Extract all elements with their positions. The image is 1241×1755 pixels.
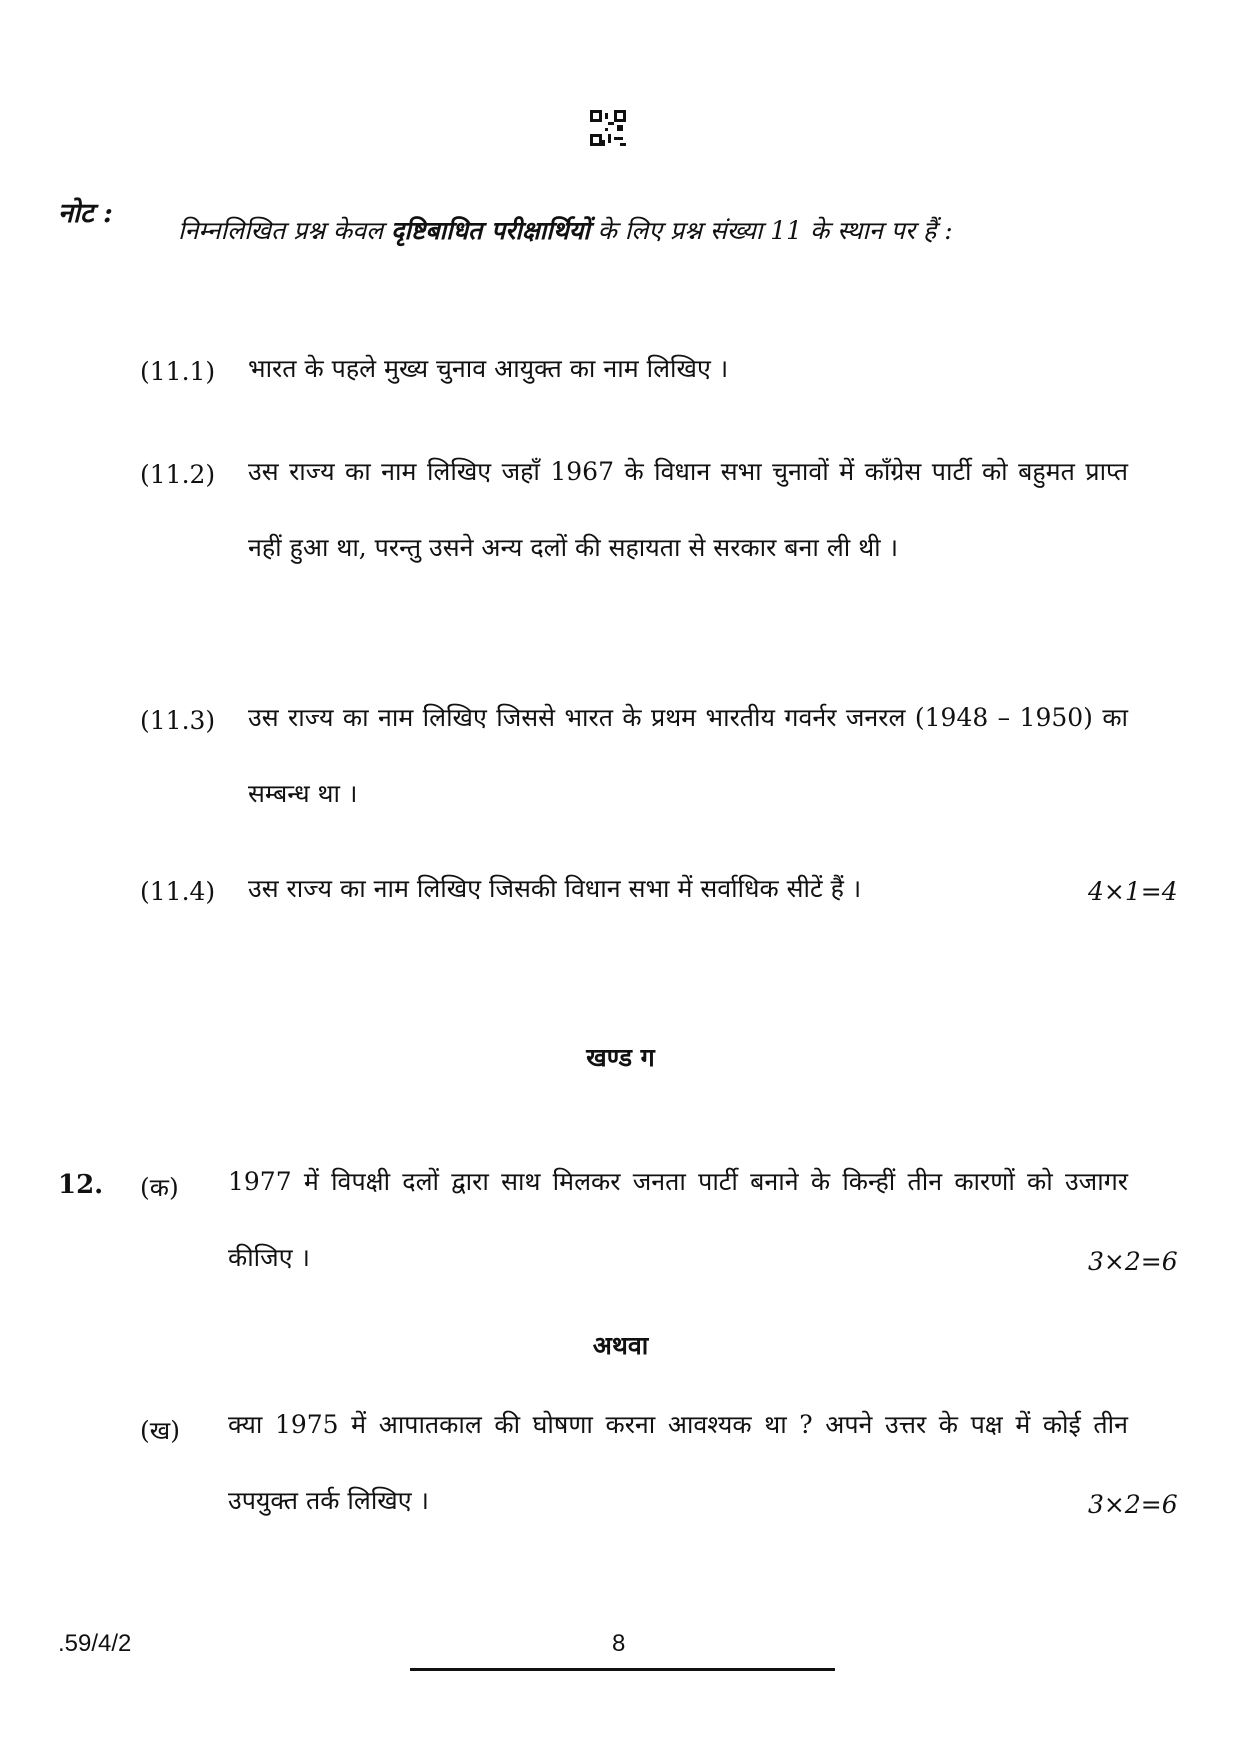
marks-label: 3×2=6 — [1088, 1247, 1178, 1276]
paper-code: .59/4/2 — [58, 1630, 132, 1657]
question-part-text: 1977 में विपक्षी दलों द्वारा साथ मिलकर जनता पार्टी बनाने के किन्हीं तीन कारणों को उजागर कीजिए । — [228, 1167, 1128, 1272]
question-number: 12. — [58, 1170, 104, 1200]
question-part-label: (क) — [140, 1173, 179, 1202]
qr-code-icon — [590, 110, 626, 146]
sub-question-number: (11.4) — [140, 877, 216, 906]
note-text-bold: दृष्टिबाधित परीक्षार्थियों — [391, 216, 590, 245]
sub-question-number: (11.1) — [140, 357, 216, 386]
footer-divider — [410, 1668, 835, 1671]
note-text-before: निम्नलिखित प्रश्न केवल — [178, 216, 392, 245]
sub-question-text: उस राज्य का नाम लिखिए जिसकी विधान सभा में सर्वाधिक सीटें हैं । — [248, 874, 862, 903]
page-number: 8 — [612, 1630, 626, 1657]
question-part-label: (ख) — [140, 1416, 180, 1445]
marks-label: 4×1=4 — [1088, 877, 1178, 906]
sub-question-number: (11.3) — [140, 706, 216, 735]
sub-question-text: उस राज्य का नाम लिखिए जहाँ 1967 के विधान सभा चुनावों में काँग्रेस पार्टी को बहुमत प्राप्त नहीं हुआ था, परन्तु उसने अन्य दलों की सहायता से सरकार बना ली थी । — [248, 457, 1128, 562]
sub-question-text: भारत के पहले मुख्य चुनाव आयुक्त का नाम लिखिए । — [248, 354, 729, 383]
sub-question-text: उस राज्य का नाम लिखिए जिससे भारत के प्रथम भारतीय गवर्नर जनरल (1948 – 1950) का सम्बन्ध था । — [248, 703, 1128, 808]
note-text — [178, 193, 1128, 269]
marks-label: 3×2=6 — [1088, 1490, 1178, 1519]
question-part-text: क्या 1975 में आपातकाल की घोषणा करना आवश्यक था ? अपने उत्तर के पक्ष में कोई तीन उपयुक्त तर्क लिखिए । — [228, 1410, 1128, 1515]
or-label: अथवा — [592, 1331, 649, 1360]
note-label: नोट : — [58, 198, 113, 229]
note-text-after: के लिए प्रश्न संख्या 11 के स्थान पर हैं : — [589, 216, 953, 245]
sub-question-number: (11.2) — [140, 460, 216, 489]
section-title: खण्ड ग — [586, 1043, 655, 1072]
